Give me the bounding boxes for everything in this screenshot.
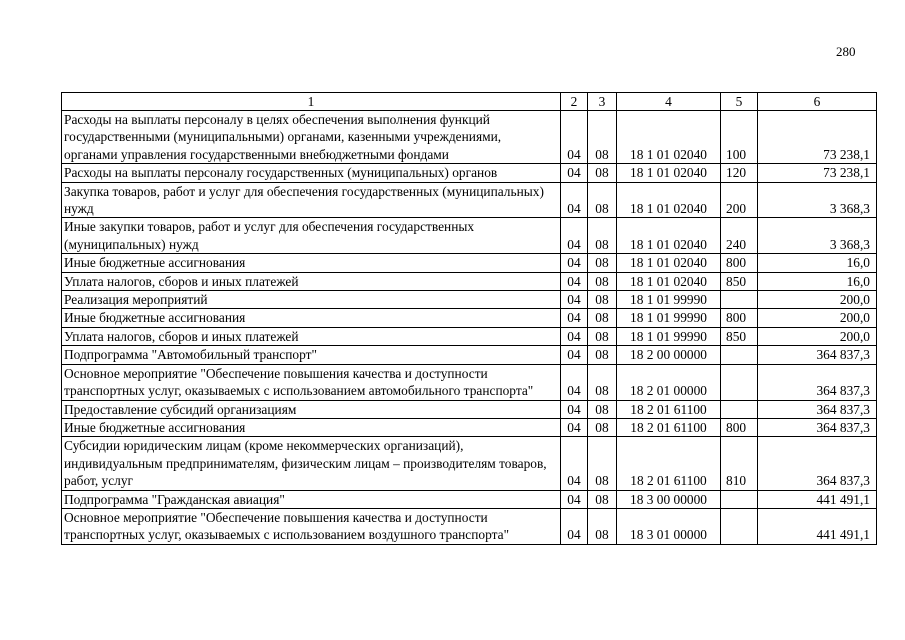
row-name-cell: Иные закупки товаров, работ и услуг для обеспечения государственных (муниципальных) нужд	[62, 218, 561, 254]
row-name-cell: Субсидии юридическим лицам (кроме некоммерческих организаций), индивидуальным предпринимателям, физическим лицам – производителям товаров, работ, услуг	[62, 437, 561, 490]
table-row	[62, 164, 877, 182]
target-article-cell: 18 1 01 02040	[617, 254, 721, 272]
target-article-cell: 18 3 01 00000	[617, 508, 721, 544]
row-name-cell: Основное мероприятие "Обеспечение повышения качества и доступности транспортных услуг, оказываемых с использованием воздушного транспорта"	[62, 508, 561, 544]
expense-type-cell: 800	[721, 309, 758, 327]
amount-cell: 364 837,3	[758, 437, 877, 490]
amount-cell: 200,0	[758, 291, 877, 309]
table-row	[62, 291, 877, 309]
table-row	[62, 418, 877, 436]
expense-type-cell	[721, 364, 758, 400]
expense-type-cell: 240	[721, 218, 758, 254]
amount-cell: 441 491,1	[758, 490, 877, 508]
section-code-cell: 04	[561, 164, 588, 182]
table-row	[62, 364, 877, 400]
section-code-cell: 04	[561, 346, 588, 364]
expense-type-cell	[721, 508, 758, 544]
column-header: 4	[617, 93, 721, 111]
target-article-cell: 18 2 01 00000	[617, 364, 721, 400]
column-header: 2	[561, 93, 588, 111]
table-row	[62, 218, 877, 254]
table-row	[62, 111, 877, 164]
row-name-cell: Расходы на выплаты персоналу государственных (муниципальных) органов	[62, 164, 561, 182]
row-name-cell: Уплата налогов, сборов и иных платежей	[62, 272, 561, 290]
amount-cell: 3 368,3	[758, 218, 877, 254]
expense-type-cell: 850	[721, 272, 758, 290]
section-code-cell: 04	[561, 218, 588, 254]
table-row	[62, 508, 877, 544]
section-code-cell: 04	[561, 490, 588, 508]
section-code-cell: 04	[561, 418, 588, 436]
subsection-code-cell: 08	[588, 346, 617, 364]
target-article-cell: 18 1 01 02040	[617, 218, 721, 254]
subsection-code-cell: 08	[588, 327, 617, 345]
table-row	[62, 309, 877, 327]
table-body	[62, 111, 877, 545]
subsection-code-cell: 08	[588, 490, 617, 508]
row-name-cell: Закупка товаров, работ и услуг для обеспечения государственных (муниципальных) нужд	[62, 182, 561, 218]
table-row	[62, 272, 877, 290]
section-code-cell: 04	[561, 364, 588, 400]
amount-cell: 16,0	[758, 254, 877, 272]
expense-type-cell: 100	[721, 111, 758, 164]
section-code-cell: 04	[561, 291, 588, 309]
amount-cell: 16,0	[758, 272, 877, 290]
table-row	[62, 400, 877, 418]
amount-cell: 364 837,3	[758, 364, 877, 400]
table-row	[62, 490, 877, 508]
row-name-cell: Подпрограмма "Автомобильный транспорт"	[62, 346, 561, 364]
target-article-cell: 18 2 01 61100	[617, 400, 721, 418]
amount-cell: 364 837,3	[758, 418, 877, 436]
column-header: 1	[62, 93, 561, 111]
budget-table	[61, 92, 877, 545]
section-code-cell: 04	[561, 254, 588, 272]
target-article-cell: 18 1 01 99990	[617, 309, 721, 327]
target-article-cell: 18 2 01 61100	[617, 437, 721, 490]
expense-type-cell	[721, 346, 758, 364]
amount-cell: 364 837,3	[758, 400, 877, 418]
column-header: 3	[588, 93, 617, 111]
table-row	[62, 437, 877, 490]
expense-type-cell	[721, 400, 758, 418]
target-article-cell: 18 1 01 02040	[617, 164, 721, 182]
subsection-code-cell: 08	[588, 364, 617, 400]
column-header: 6	[758, 93, 877, 111]
target-article-cell: 18 2 01 61100	[617, 418, 721, 436]
row-name-cell: Основное мероприятие "Обеспечение повышения качества и доступности транспортных услуг, оказываемых с использованием автомобильного транспорта"	[62, 364, 561, 400]
subsection-code-cell: 08	[588, 111, 617, 164]
table-header-row	[62, 93, 877, 111]
expense-type-cell: 120	[721, 164, 758, 182]
section-code-cell: 04	[561, 182, 588, 218]
expense-type-cell: 200	[721, 182, 758, 218]
target-article-cell: 18 2 00 00000	[617, 346, 721, 364]
subsection-code-cell: 08	[588, 272, 617, 290]
table-row	[62, 327, 877, 345]
amount-cell: 200,0	[758, 309, 877, 327]
row-name-cell: Реализация мероприятий	[62, 291, 561, 309]
expense-type-cell	[721, 490, 758, 508]
amount-cell: 200,0	[758, 327, 877, 345]
expense-type-cell	[721, 291, 758, 309]
row-name-cell: Расходы на выплаты персоналу в целях обеспечения выполнения функций государственными (муниципальными) органами, казенными учреждениями, органами управления государственными внебюджетными фондами	[62, 111, 561, 164]
amount-cell: 364 837,3	[758, 346, 877, 364]
target-article-cell: 18 1 01 99990	[617, 291, 721, 309]
target-article-cell: 18 3 00 00000	[617, 490, 721, 508]
section-code-cell: 04	[561, 437, 588, 490]
target-article-cell: 18 1 01 02040	[617, 182, 721, 218]
amount-cell: 3 368,3	[758, 182, 877, 218]
target-article-cell: 18 1 01 02040	[617, 272, 721, 290]
row-name-cell: Иные бюджетные ассигнования	[62, 254, 561, 272]
section-code-cell: 04	[561, 327, 588, 345]
target-article-cell: 18 1 01 99990	[617, 327, 721, 345]
subsection-code-cell: 08	[588, 218, 617, 254]
section-code-cell: 04	[561, 272, 588, 290]
subsection-code-cell: 08	[588, 418, 617, 436]
section-code-cell: 04	[561, 111, 588, 164]
table-row	[62, 346, 877, 364]
expense-type-cell: 800	[721, 418, 758, 436]
subsection-code-cell: 08	[588, 254, 617, 272]
amount-cell: 441 491,1	[758, 508, 877, 544]
section-code-cell: 04	[561, 400, 588, 418]
amount-cell: 73 238,1	[758, 111, 877, 164]
subsection-code-cell: 08	[588, 182, 617, 218]
subsection-code-cell: 08	[588, 309, 617, 327]
target-article-cell: 18 1 01 02040	[617, 111, 721, 164]
table-row	[62, 182, 877, 218]
row-name-cell: Иные бюджетные ассигнования	[62, 309, 561, 327]
subsection-code-cell: 08	[588, 437, 617, 490]
expense-type-cell: 800	[721, 254, 758, 272]
expense-type-cell: 850	[721, 327, 758, 345]
subsection-code-cell: 08	[588, 508, 617, 544]
expense-type-cell: 810	[721, 437, 758, 490]
subsection-code-cell: 08	[588, 164, 617, 182]
row-name-cell: Подпрограмма "Гражданская авиация"	[62, 490, 561, 508]
row-name-cell: Предоставление субсидий организациям	[62, 400, 561, 418]
row-name-cell: Иные бюджетные ассигнования	[62, 418, 561, 436]
section-code-cell: 04	[561, 309, 588, 327]
column-header: 5	[721, 93, 758, 111]
subsection-code-cell: 08	[588, 291, 617, 309]
page-number: 280	[836, 44, 856, 59]
amount-cell: 73 238,1	[758, 164, 877, 182]
table-row	[62, 254, 877, 272]
subsection-code-cell: 08	[588, 400, 617, 418]
row-name-cell: Уплата налогов, сборов и иных платежей	[62, 327, 561, 345]
section-code-cell: 04	[561, 508, 588, 544]
